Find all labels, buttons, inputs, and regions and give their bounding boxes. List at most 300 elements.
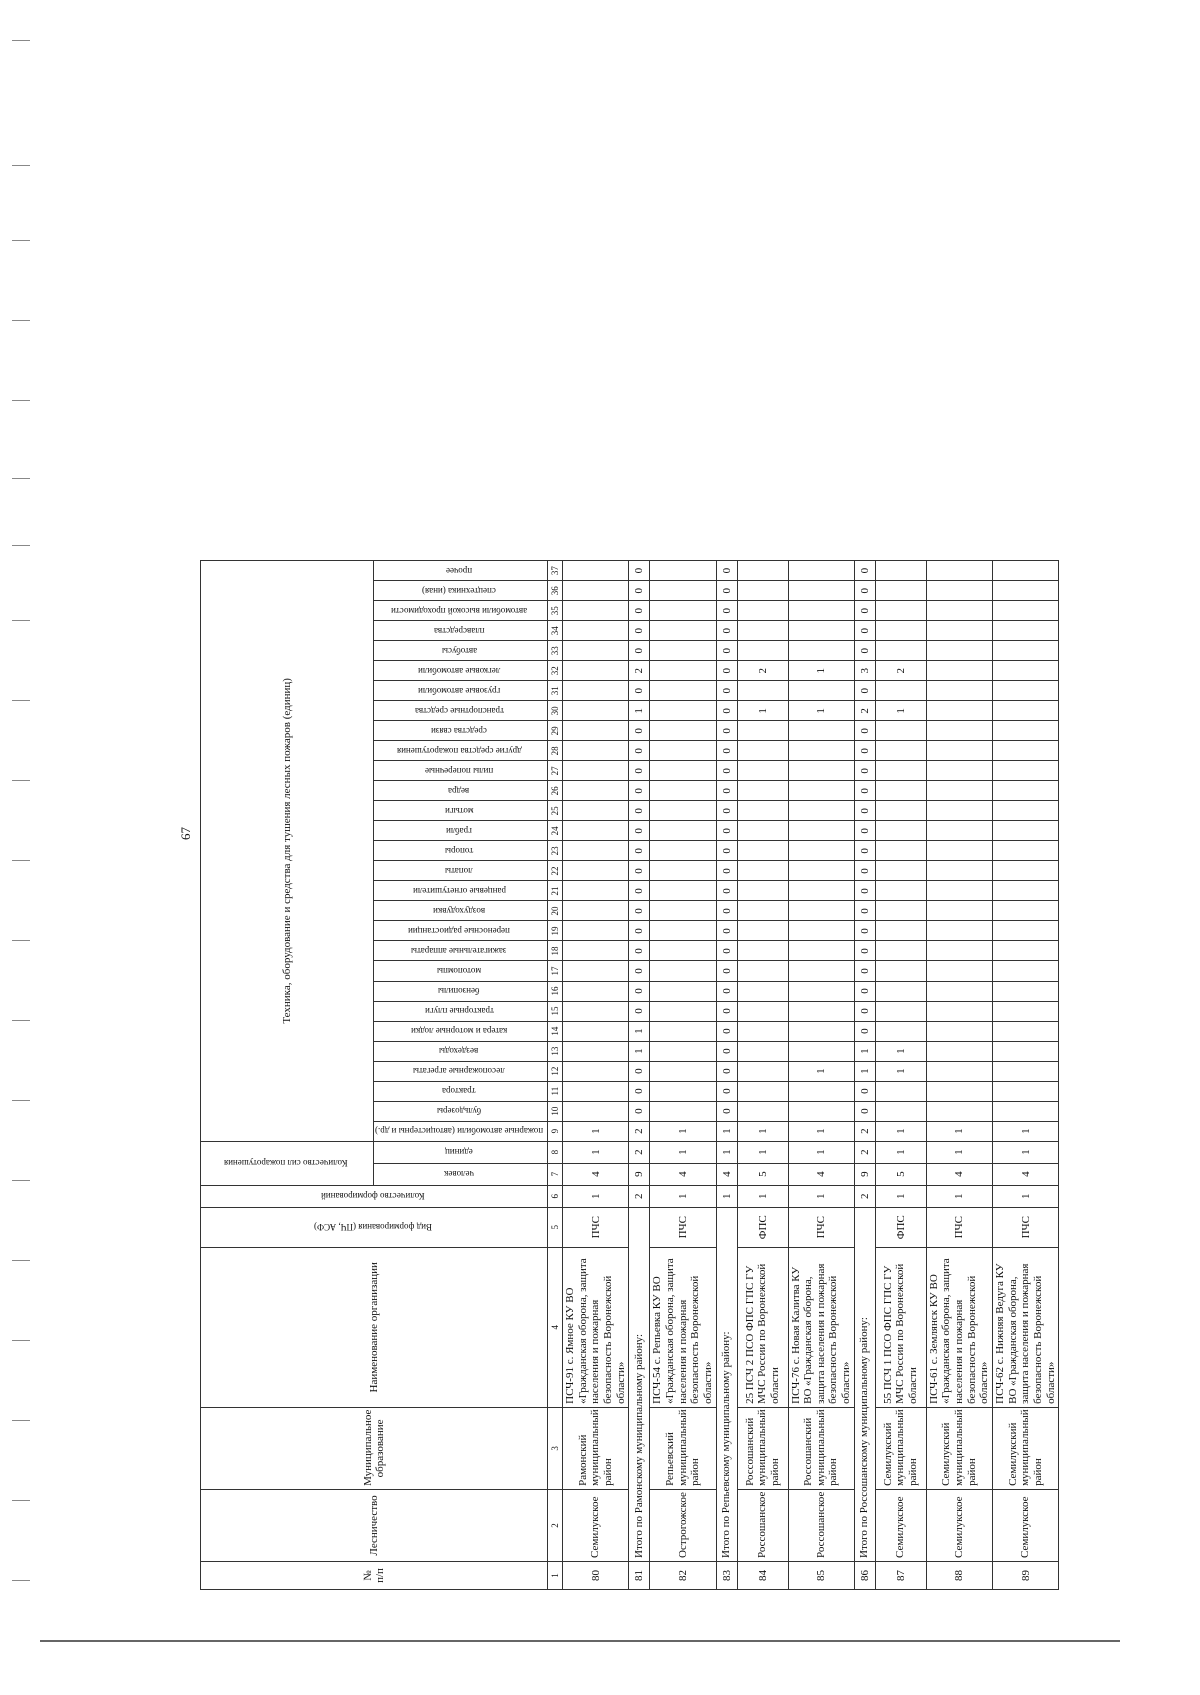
column-number: 21 (548, 881, 563, 901)
cell-equipment (650, 561, 716, 581)
cell-equipment (926, 1001, 992, 1021)
cell-equipment (788, 941, 854, 961)
cell-equipment (563, 701, 629, 721)
cell-equipment: 0 (716, 581, 737, 601)
col-header-municipality: Муниципальное образование (201, 1407, 548, 1489)
cell-equipment: 0 (716, 721, 737, 741)
margin-tick (12, 1340, 30, 1341)
cell-people: 4 (716, 1163, 737, 1185)
cell-municipality: Семилукский муниципальный район (992, 1407, 1058, 1489)
cell-equipment (875, 961, 926, 981)
margin-tick (12, 40, 30, 41)
rotated-table-frame (200, 560, 1080, 1590)
cell-equipment (875, 861, 926, 881)
table-row (992, 561, 1058, 1590)
cell-equipment (992, 921, 1058, 941)
cell-equipment: 0 (629, 741, 650, 761)
cell-equipment: 0 (629, 821, 650, 841)
cell-equipment (650, 701, 716, 721)
column-number: 16 (548, 981, 563, 1001)
cell-equipment (788, 821, 854, 841)
cell-equipment (788, 1101, 854, 1121)
cell-equipment: 0 (716, 741, 737, 761)
cell-equipment (650, 741, 716, 761)
cell-formations: 1 (716, 1185, 737, 1207)
cell-equipment: 0 (854, 561, 875, 581)
column-number: 11 (548, 1081, 563, 1101)
cell-equipment: 1 (629, 1041, 650, 1061)
cell-equipment (737, 861, 788, 881)
margin-tick (12, 860, 30, 861)
cell-equipment (992, 781, 1058, 801)
col-header-equipment-item: автобусы (374, 641, 548, 661)
margin-tick (12, 165, 30, 166)
cell-equipment: 0 (716, 961, 737, 981)
cell-equipment (563, 981, 629, 1001)
cell-equipment: 0 (629, 781, 650, 801)
cell-equipment: 0 (716, 881, 737, 901)
cell-form-type: ФПС (875, 1207, 926, 1247)
cell-equipment: 0 (854, 961, 875, 981)
margin-tick (12, 1180, 30, 1181)
cell-equipment (563, 561, 629, 581)
cell-equipment (737, 1001, 788, 1021)
cell-equipment: 0 (854, 941, 875, 961)
cell-org: ПСЧ-61 с. Землянск КУ ВО «Гражданская оборона, защита населения и пожарная безопасность Воронежской области» (926, 1247, 992, 1407)
col-header-equipment-item: средства связи (374, 721, 548, 741)
cell-equipment (875, 561, 926, 581)
cell-equipment (875, 761, 926, 781)
cell-equipment (875, 781, 926, 801)
cell-num: 82 (650, 1561, 716, 1589)
left-margin-ticks (0, 0, 40, 1695)
cell-equipment (563, 741, 629, 761)
cell-equipment (875, 621, 926, 641)
cell-equipment: 0 (629, 621, 650, 641)
cell-equipment (926, 1021, 992, 1041)
cell-equipment (737, 761, 788, 781)
cell-equipment (992, 1101, 1058, 1121)
cell-total-label: Итого по Рамонскому муниципальному району: (629, 1207, 650, 1561)
column-number: 8 (548, 1141, 563, 1163)
cell-equipment (926, 601, 992, 621)
cell-equipment (926, 581, 992, 601)
cell-units: 1 (563, 1141, 629, 1163)
cell-equipment (992, 681, 1058, 701)
cell-equipment (650, 821, 716, 841)
cell-people: 4 (788, 1163, 854, 1185)
column-number: 23 (548, 841, 563, 861)
header-row-top (201, 561, 374, 1590)
column-number: 14 (548, 1021, 563, 1041)
cell-equipment (737, 981, 788, 1001)
column-number: 4 (548, 1247, 563, 1407)
cell-equipment (650, 901, 716, 921)
column-number: 17 (548, 961, 563, 981)
cell-equipment (992, 661, 1058, 681)
cell-equipment: 0 (629, 961, 650, 981)
cell-equipment (563, 941, 629, 961)
col-header-equipment-item: трактора (374, 1081, 548, 1101)
cell-equipment (926, 621, 992, 641)
cell-equipment (875, 901, 926, 921)
cell-equipment: 1 (788, 1061, 854, 1081)
cell-equipment (650, 841, 716, 861)
cell-district: Острогожское (650, 1489, 716, 1561)
cell-equipment: 0 (854, 1101, 875, 1121)
cell-equipment: 0 (716, 841, 737, 861)
cell-units: 1 (650, 1141, 716, 1163)
cell-units: 1 (926, 1141, 992, 1163)
col-header-equipment-item: грузовые автомобили (374, 681, 548, 701)
column-number: 30 (548, 701, 563, 721)
cell-equipment (926, 721, 992, 741)
cell-formations: 1 (926, 1185, 992, 1207)
cell-equipment (563, 761, 629, 781)
cell-equipment (737, 1021, 788, 1041)
cell-equipment (788, 921, 854, 941)
cell-equipment (926, 681, 992, 701)
cell-equipment (650, 601, 716, 621)
cell-equipment (992, 1021, 1058, 1041)
cell-equipment (992, 1001, 1058, 1021)
margin-tick (12, 478, 30, 479)
cell-equipment (650, 961, 716, 981)
cell-municipality: Семилукский муниципальный район (875, 1407, 926, 1489)
cell-equipment: 0 (854, 761, 875, 781)
table-row (563, 561, 629, 1590)
column-number: 12 (548, 1061, 563, 1081)
table-body (548, 561, 1059, 1590)
cell-equipment (650, 981, 716, 1001)
cell-formations: 1 (563, 1185, 629, 1207)
cell-equipment (926, 1041, 992, 1061)
cell-equipment: 0 (629, 901, 650, 921)
column-number: 31 (548, 681, 563, 701)
cell-equipment (737, 621, 788, 641)
col-header-org: Наименование организации (201, 1247, 548, 1407)
cell-equipment (563, 841, 629, 861)
cell-equipment: 0 (854, 821, 875, 841)
cell-equipment (788, 601, 854, 621)
col-header-equipment-item: пилы поперечные (374, 761, 548, 781)
cell-equipment: 0 (854, 921, 875, 941)
cell-equipment (992, 841, 1058, 861)
cell-equipment (650, 1081, 716, 1101)
col-header-equipment-item: топоры (374, 841, 548, 861)
cell-equipment: 1 (737, 701, 788, 721)
cell-equipment: 0 (854, 581, 875, 601)
cell-district: Семилукское (926, 1489, 992, 1561)
cell-equipment (563, 601, 629, 621)
col-header-equipment-item: воздуходувки (374, 901, 548, 921)
cell-equipment: 0 (716, 941, 737, 961)
cell-equipment: 0 (854, 1001, 875, 1021)
col-header-equipment-item: ранцевые огнетушители (374, 881, 548, 901)
margin-tick (12, 400, 30, 401)
cell-equipment (875, 921, 926, 941)
cell-equipment: 1 (650, 1121, 716, 1141)
cell-equipment (563, 1021, 629, 1041)
cell-units: 2 (629, 1141, 650, 1163)
cell-equipment (563, 861, 629, 881)
cell-equipment: 0 (716, 641, 737, 661)
cell-equipment (788, 861, 854, 881)
cell-equipment (737, 821, 788, 841)
cell-equipment (563, 641, 629, 661)
cell-municipality: Россошанский муниципальный район (788, 1407, 854, 1489)
cell-equipment (926, 961, 992, 981)
cell-num: 84 (737, 1561, 788, 1589)
cell-equipment: 0 (716, 681, 737, 701)
cell-formations: 2 (854, 1185, 875, 1207)
cell-equipment: 0 (716, 601, 737, 621)
cell-equipment (992, 901, 1058, 921)
col-header-equipment-item: мотопомпы (374, 961, 548, 981)
cell-equipment: 0 (854, 861, 875, 881)
cell-people: 4 (926, 1163, 992, 1185)
cell-equipment (737, 961, 788, 981)
cell-equipment (563, 721, 629, 741)
col-header-equipment-item: катера и моторные лодки (374, 1021, 548, 1041)
cell-equipment: 0 (716, 1021, 737, 1041)
cell-formations: 1 (992, 1185, 1058, 1207)
table-row (737, 561, 788, 1590)
cell-equipment: 1 (875, 1061, 926, 1081)
col-header-formations: Количество формирований (201, 1185, 548, 1207)
cell-equipment: 1 (563, 1121, 629, 1141)
cell-equipment (650, 881, 716, 901)
cell-org: 25 ПСЧ 2 ПСО ФПС ГПС ГУ МЧС России по Воронежской области (737, 1247, 788, 1407)
cell-equipment (992, 1081, 1058, 1101)
cell-equipment: 0 (629, 1061, 650, 1081)
cell-equipment (992, 941, 1058, 961)
col-header-num: № п/п (201, 1561, 548, 1589)
cell-equipment (788, 761, 854, 781)
cell-equipment: 0 (629, 881, 650, 901)
cell-equipment: 0 (854, 981, 875, 1001)
cell-people: 4 (650, 1163, 716, 1185)
cell-formations: 2 (629, 1185, 650, 1207)
col-header-form-type: Вид формирования (ПЧ, АСФ) (201, 1207, 548, 1247)
cell-equipment (992, 641, 1058, 661)
column-number: 34 (548, 621, 563, 641)
col-header-equipment-item: легковые автомобили (374, 661, 548, 681)
cell-formations: 1 (737, 1185, 788, 1207)
margin-tick (12, 1260, 30, 1261)
column-number: 19 (548, 921, 563, 941)
cell-equipment (650, 1001, 716, 1021)
cell-equipment (563, 901, 629, 921)
cell-equipment (788, 621, 854, 641)
cell-equipment: 0 (716, 781, 737, 801)
cell-equipment (788, 1041, 854, 1061)
cell-equipment (650, 661, 716, 681)
cell-equipment (992, 621, 1058, 641)
cell-equipment (788, 561, 854, 581)
cell-num: 80 (563, 1561, 629, 1589)
cell-equipment: 0 (716, 561, 737, 581)
col-header-equipment-item: зажигательные аппараты (374, 941, 548, 961)
cell-equipment: 0 (716, 1061, 737, 1081)
cell-equipment (788, 681, 854, 701)
cell-district: Россошанское (737, 1489, 788, 1561)
cell-form-type: ПЧС (926, 1207, 992, 1247)
cell-equipment: 0 (716, 761, 737, 781)
cell-equipment: 3 (854, 661, 875, 681)
col-header-equipment-item: транспортные средства (374, 701, 548, 721)
cell-equipment (875, 601, 926, 621)
cell-equipment: 0 (629, 1001, 650, 1021)
cell-equipment: 1 (875, 701, 926, 721)
column-number: 5 (548, 1207, 563, 1247)
column-number: 13 (548, 1041, 563, 1061)
cell-total-label: Итого по Россошанскому муниципальному району: (854, 1207, 875, 1561)
cell-equipment: 0 (629, 601, 650, 621)
cell-equipment (875, 581, 926, 601)
cell-equipment: 0 (629, 841, 650, 861)
column-number: 15 (548, 1001, 563, 1021)
cell-equipment: 0 (629, 801, 650, 821)
cell-equipment (563, 1081, 629, 1101)
column-number: 22 (548, 861, 563, 881)
column-number: 9 (548, 1121, 563, 1141)
cell-equipment (650, 861, 716, 881)
cell-equipment: 0 (854, 1021, 875, 1041)
cell-org: ПСЧ-91 с. Ямное КУ ВО «Гражданская оборона, защита населения и пожарная безопасность Воронежской области» (563, 1247, 629, 1407)
col-header-equipment-item: прочее (374, 561, 548, 581)
cell-org: ПСЧ-76 с. Новая Калитва КУ ВО «Гражданская оборона, защита населения и пожарная безопасность Воронежской области» (788, 1247, 854, 1407)
cell-units: 2 (854, 1141, 875, 1163)
cell-equipment (650, 1041, 716, 1061)
col-header-equipment-item: лесопожарные агрегаты (374, 1061, 548, 1081)
cell-equipment (737, 1041, 788, 1061)
cell-equipment (992, 961, 1058, 981)
cell-equipment: 1 (854, 1061, 875, 1081)
cell-num: 86 (854, 1561, 875, 1589)
margin-tick (12, 620, 30, 621)
cell-people: 9 (854, 1163, 875, 1185)
cell-equipment: 0 (629, 981, 650, 1001)
cell-equipment (926, 1081, 992, 1101)
cell-units: 1 (992, 1141, 1058, 1163)
cell-equipment (737, 1081, 788, 1101)
cell-units: 1 (875, 1141, 926, 1163)
cell-equipment: 0 (629, 941, 650, 961)
cell-equipment (875, 1021, 926, 1041)
cell-equipment (926, 741, 992, 761)
cell-equipment (992, 741, 1058, 761)
cell-equipment: 0 (854, 621, 875, 641)
cell-num: 85 (788, 1561, 854, 1589)
column-number: 33 (548, 641, 563, 661)
fire-forces-table (200, 560, 1059, 1590)
cell-equipment: 1 (788, 1121, 854, 1141)
cell-equipment (926, 661, 992, 681)
cell-equipment (926, 1101, 992, 1121)
cell-equipment (737, 841, 788, 861)
cell-equipment: 0 (629, 561, 650, 581)
cell-equipment (926, 941, 992, 961)
cell-equipment (737, 921, 788, 941)
col-header-equipment-item: лопаты (374, 861, 548, 881)
cell-equipment: 0 (854, 741, 875, 761)
cell-equipment: 0 (716, 801, 737, 821)
cell-equipment (992, 801, 1058, 821)
cell-equipment (992, 721, 1058, 741)
cell-equipment: 0 (854, 881, 875, 901)
cell-equipment (788, 981, 854, 1001)
cell-equipment (737, 1061, 788, 1081)
cell-equipment: 1 (788, 661, 854, 681)
col-header-equipment-item: мотыги (374, 801, 548, 821)
cell-equipment (737, 641, 788, 661)
cell-equipment: 1 (716, 1121, 737, 1141)
cell-equipment: 2 (737, 661, 788, 681)
cell-equipment (875, 641, 926, 661)
cell-units: 1 (788, 1141, 854, 1163)
cell-num: 89 (992, 1561, 1058, 1589)
col-header-equipment-item: плавсредства (374, 621, 548, 641)
cell-equipment (737, 721, 788, 741)
col-header-units: единиц (374, 1141, 548, 1163)
cell-equipment (563, 661, 629, 681)
cell-equipment (926, 861, 992, 881)
cell-equipment (788, 901, 854, 921)
cell-equipment (992, 821, 1058, 841)
cell-equipment (875, 1101, 926, 1121)
cell-equipment: 0 (716, 901, 737, 921)
cell-people: 5 (875, 1163, 926, 1185)
cell-equipment (650, 1061, 716, 1081)
column-number: 27 (548, 761, 563, 781)
cell-equipment (737, 881, 788, 901)
margin-tick (12, 940, 30, 941)
cell-equipment: 0 (854, 1081, 875, 1101)
cell-form-type: ПЧС (563, 1207, 629, 1247)
cell-equipment (992, 1041, 1058, 1061)
cell-equipment (563, 801, 629, 821)
cell-equipment (650, 801, 716, 821)
cell-equipment (737, 801, 788, 821)
cell-equipment (788, 641, 854, 661)
table-row (788, 561, 854, 1590)
cell-equipment (926, 701, 992, 721)
cell-municipality: Семилукский муниципальный район (926, 1407, 992, 1489)
cell-equipment (788, 1021, 854, 1041)
cell-equipment (737, 581, 788, 601)
cell-equipment (563, 921, 629, 941)
margin-tick (12, 1420, 30, 1421)
cell-equipment (875, 801, 926, 821)
cell-equipment (788, 721, 854, 741)
cell-equipment (563, 1061, 629, 1081)
cell-equipment (992, 981, 1058, 1001)
column-number: 37 (548, 561, 563, 581)
column-number: 32 (548, 661, 563, 681)
cell-equipment (875, 681, 926, 701)
col-header-equipment-item: грабли (374, 821, 548, 841)
cell-district: Семилукское (563, 1489, 629, 1561)
cell-equipment: 0 (854, 721, 875, 741)
table-total-row (716, 561, 737, 1590)
cell-district: Семилукское (992, 1489, 1058, 1561)
cell-equipment (563, 1101, 629, 1121)
cell-equipment (875, 841, 926, 861)
col-header-equipment: Техника, оборудование и средства для тушения лесных пожаров (единиц) (201, 561, 374, 1142)
cell-municipality: Рамонский муниципальный район (563, 1407, 629, 1489)
cell-equipment (926, 641, 992, 661)
